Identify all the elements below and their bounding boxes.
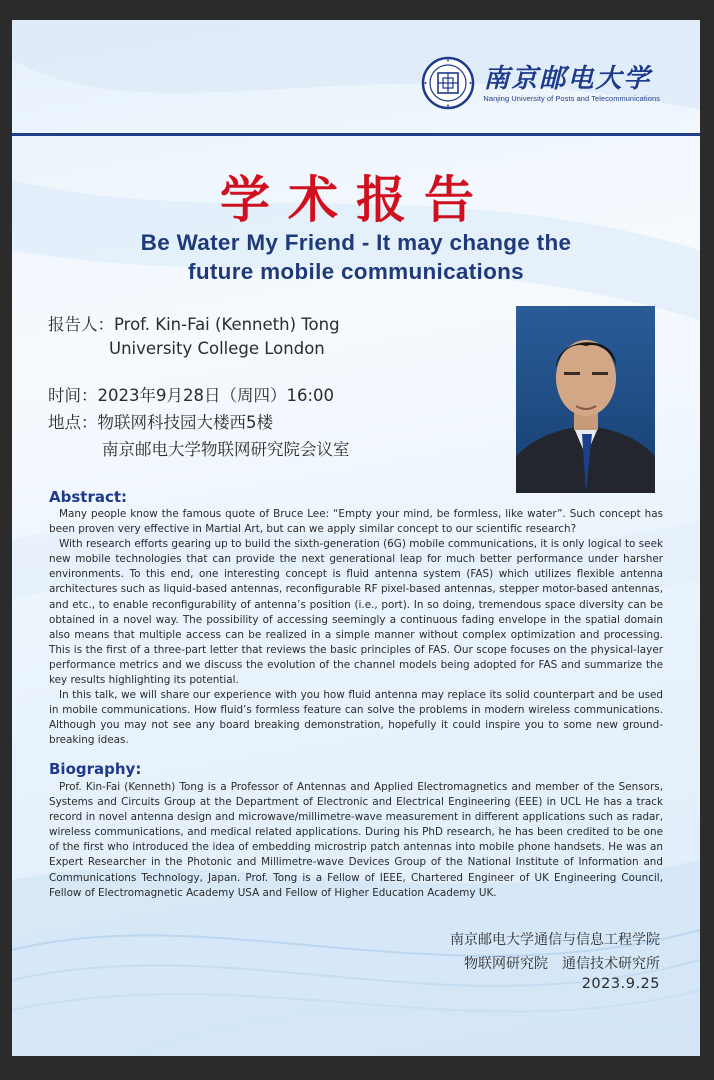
abstract-heading: Abstract: [49, 488, 128, 506]
university-seal-icon [421, 56, 475, 110]
footer-organizer-2: 物联网研究院 通信技术研究所 [464, 956, 660, 972]
time-value: 2023年9月28日（周四）16:00 [97, 386, 335, 405]
location-line-2: 南京邮电大学物联网研究院会议室 [102, 440, 350, 459]
footer-date: 2023.9.25 [581, 976, 660, 992]
university-name-en: Nanjing University of Posts and Telecommunications [483, 93, 660, 103]
speaker-row [48, 311, 340, 335]
time-label: 时间： [48, 386, 98, 405]
biography-heading: Biography: [49, 760, 142, 778]
biography-body [49, 780, 663, 901]
footer-organizer-1: 南京邮电大学通信与信息工程学院 [450, 932, 660, 948]
location-row [48, 409, 273, 433]
abstract-paragraph: In this talk, we will share our experience with you how fluid antenna may replace its solid counterpart and be used in mobile communications. How fluid’s formless feature can solve the problems in modern wireless communications. Although you may not see any board breaking demonstration, hopefully it could inspire you to some new ground-breaking ideas. [49, 689, 663, 747]
speaker-affiliation: University College London [109, 339, 325, 358]
university-name-cn: 南京邮电大学 [483, 63, 652, 94]
abstract-paragraph: Many people know the famous quote of Bruce Lee: “Empty your mind, be formless, like water”. Such concept has been proven very effective in Martial Art, but can we apply similar concept to our scientific research? [49, 508, 663, 536]
time-row [48, 382, 334, 406]
talk-title-line-1: Be Water My Friend - It may change the [140, 230, 572, 255]
speaker-name: Prof. Kin-Fai (Kenneth) Tong [114, 315, 340, 334]
talk-title-line-2: future mobile communications [188, 259, 524, 284]
university-logo [421, 56, 660, 110]
location-line-1: 物联网科技园大楼西5楼 [97, 413, 273, 432]
header-divider [12, 133, 700, 136]
poster [12, 20, 700, 1056]
talk-title [72, 228, 640, 286]
speaker-label: 报告人： [48, 315, 114, 334]
speaker-photo [516, 306, 655, 493]
abstract-paragraph: With research efforts gearing up to build the sixth-generation (6G) mobile communications, it is only logical to seek new mobile technologies that can provide the next generational leap for much better performance under harsher environments. To this end, one interesting concept is fluid antenna system (FAS) which utilizes flexible antenna architectures such as liquid-based antennas, reconfigurable RF pixel-based antennas, stepper motor-based antennas, and etc., to enable reconfigurability of antenna’s position (i.e., port). In so doing, tremendous space diversity can be obtained in a novel way. The possibility of accessing seemingly a continuous fading envelope in the spatial domain also means that multiple access can be realized in a simple manner without complex optimization and processing. This is the first of a three-part letter that reviews the basic principles of FAS. Our scope focuses on the physical-layer performance metrics and we discuss the evolution of the channel models being adopted for FAS and summarize the key results highlighting its potential. [49, 538, 663, 687]
location-label: 地点： [48, 413, 98, 432]
event-type-heading: 学术报告 [220, 170, 492, 229]
abstract-body [49, 507, 663, 749]
biography-paragraph: Prof. Kin-Fai (Kenneth) Tong is a Professor of Antennas and Applied Electromagnetics and member of the Sensors, Systems and Circuits Group at the Department of Electronic and Electrical Engineering (EEE) in UCL He has a track record in novel antenna design and microwave/millimetre-wave measurement in different applications such as radar, wireless communications, and medical related applications. During his PhD research, he has been credited to be one of the first who introduced the idea of embedding microstrip patch antennas into mobile phone handsets. He was an Expert Researcher in the Photonic and Millimetre-wave Devices Group of the National Institute of Information and Communications Technology, Japan. Prof. Tong is a Fellow of IEEE, Chartered Engineer of UK Engineering Council, Fellow of Electromagnetic Academy USA and Fellow of Higher Education Academy UK. [49, 781, 663, 899]
